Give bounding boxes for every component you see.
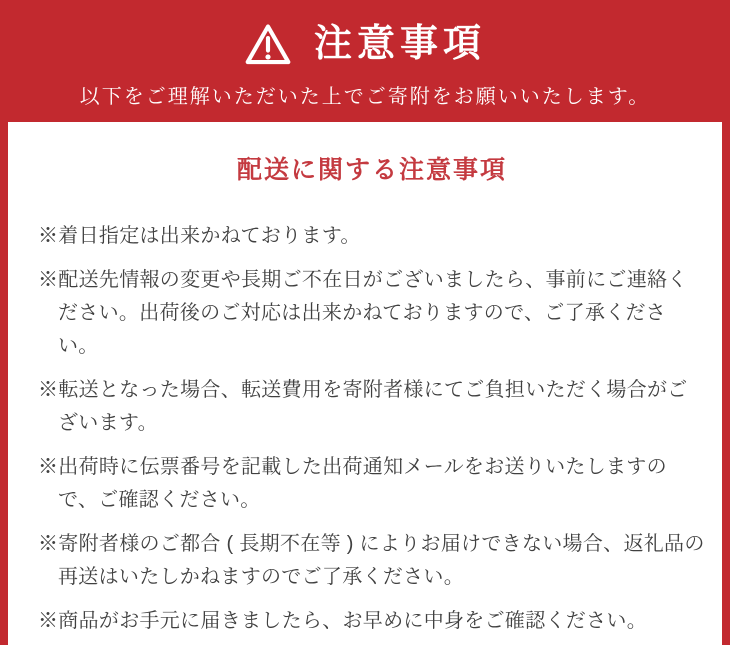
notes-list [38, 220, 706, 638]
notice-panel [8, 122, 722, 645]
note-item: ※寄附者様のご都合 ( 長期不在等 ) によりお届けできない場合、返礼品の再送はいたしかねますのでご了承ください。 [38, 533, 705, 588]
notice-title-row [0, 18, 730, 70]
note-item: ※出荷時に伝票番号を記載した出荷通知メールをお送りいたしますので、ご確認ください。 [38, 456, 667, 511]
section-title: 配送に関する注意事項 [236, 156, 507, 184]
note-item: ※着日指定は出来かねております。 [38, 225, 361, 247]
note-item: ※配送先情報の変更や長期ご不在日がございましたら、事前にご連絡ください。出荷後のご対応は出来かねておりますので、ご了承ください。 [38, 269, 688, 357]
note-item: ※転送となった場合、転送費用を寄附者様にてご負担いただく場合がございます。 [38, 379, 688, 434]
notice-title: 注意事項 [313, 23, 486, 65]
note-item: ※商品がお手元に届きましたら、お早めに中身をご確認ください。 [38, 610, 647, 632]
warning-triangle-icon [244, 22, 292, 67]
notice-subtitle: 以下をご理解いただいた上でご寄附をお願いいたします。 [79, 86, 651, 108]
notice-header [0, 0, 730, 122]
